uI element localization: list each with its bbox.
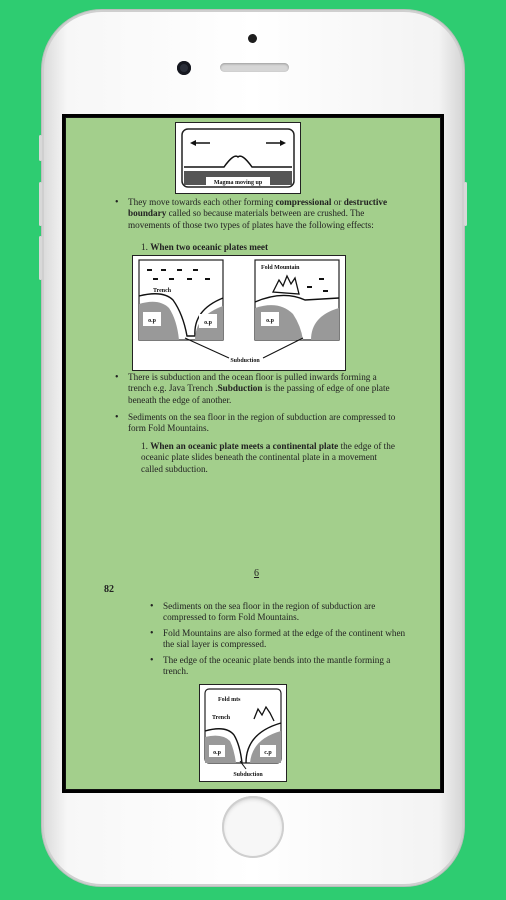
fold-mts-label: Fold mts: [218, 697, 241, 703]
bullet-dot: •: [115, 412, 119, 423]
home-button[interactable]: [222, 796, 284, 858]
subduction-caption: Subduction: [230, 358, 260, 364]
svg-text:c.p: c.p: [264, 750, 272, 756]
figure-oceanic-plates: [132, 255, 346, 371]
figure-continental-subduction: [199, 684, 287, 782]
proximity-sensor: [248, 34, 257, 43]
bullet-dot: •: [115, 197, 119, 208]
paragraph-destructive-boundary: They move towards each other forming compressional or destructive boundary called so because materials between are crushed. The movements of those two types of plates have the following effects:: [128, 197, 388, 230]
svg-text:o.p: o.p: [204, 320, 212, 326]
phone-frame: [42, 10, 464, 886]
bullet-dot: •: [150, 655, 154, 666]
mute-switch: [39, 135, 42, 161]
subduction-caption: Subduction: [233, 772, 263, 778]
document-page[interactable]: [65, 117, 441, 790]
bullet-dot: •: [150, 628, 154, 639]
paragraph-sediments: Sediments on the sea floor in the region of subduction are compressed to form Fold Mountains.: [128, 412, 396, 434]
trench-label: Trench: [153, 288, 172, 294]
magma-caption: Magma moving up: [213, 180, 263, 186]
list-item-oceanic-continental: 1. When an oceanic plate meets a continental plate the edge of the oceanic plate slides beneath the continental plate in a movement called subduction.: [141, 441, 395, 474]
figure-magma-moving-up: [175, 122, 301, 194]
svg-text:o.p: o.p: [213, 750, 221, 756]
list-item-oceanic-oceanic: 1. When two oceanic plates meet: [141, 242, 269, 252]
page-mark: 82: [104, 584, 114, 595]
fold-mountain-label: Fold Mountain: [261, 265, 300, 271]
earpiece-speaker: [220, 63, 289, 72]
front-camera: [177, 61, 191, 75]
bullet-dot: •: [150, 601, 154, 612]
volume-up-button: [39, 182, 42, 226]
bullet-trench: The edge of the oceanic plate bends into the mantle forming a trench.: [163, 655, 391, 677]
paragraph-subduction: There is subduction and the ocean floor is pulled inwards forming a trench e.g. Java Trench .Subduction is the passing of edge of one plate beneath the edge of another.: [128, 372, 390, 405]
svg-text:o.p: o.p: [148, 318, 156, 324]
phone-screen[interactable]: [62, 114, 444, 793]
power-button: [464, 182, 467, 226]
bullet-sial-layer: Fold Mountains are also formed at the edge of the continent when the sial layer is compressed.: [163, 628, 406, 650]
page-number: 6: [254, 568, 259, 579]
volume-down-button: [39, 236, 42, 280]
bullet-dot: •: [115, 372, 119, 383]
svg-text:o.p: o.p: [266, 318, 274, 324]
trench-label: Trench: [212, 715, 231, 721]
bullet-sediments: Sediments on the sea floor in the region of subduction are compressed to form Fold Mountains.: [163, 601, 376, 623]
